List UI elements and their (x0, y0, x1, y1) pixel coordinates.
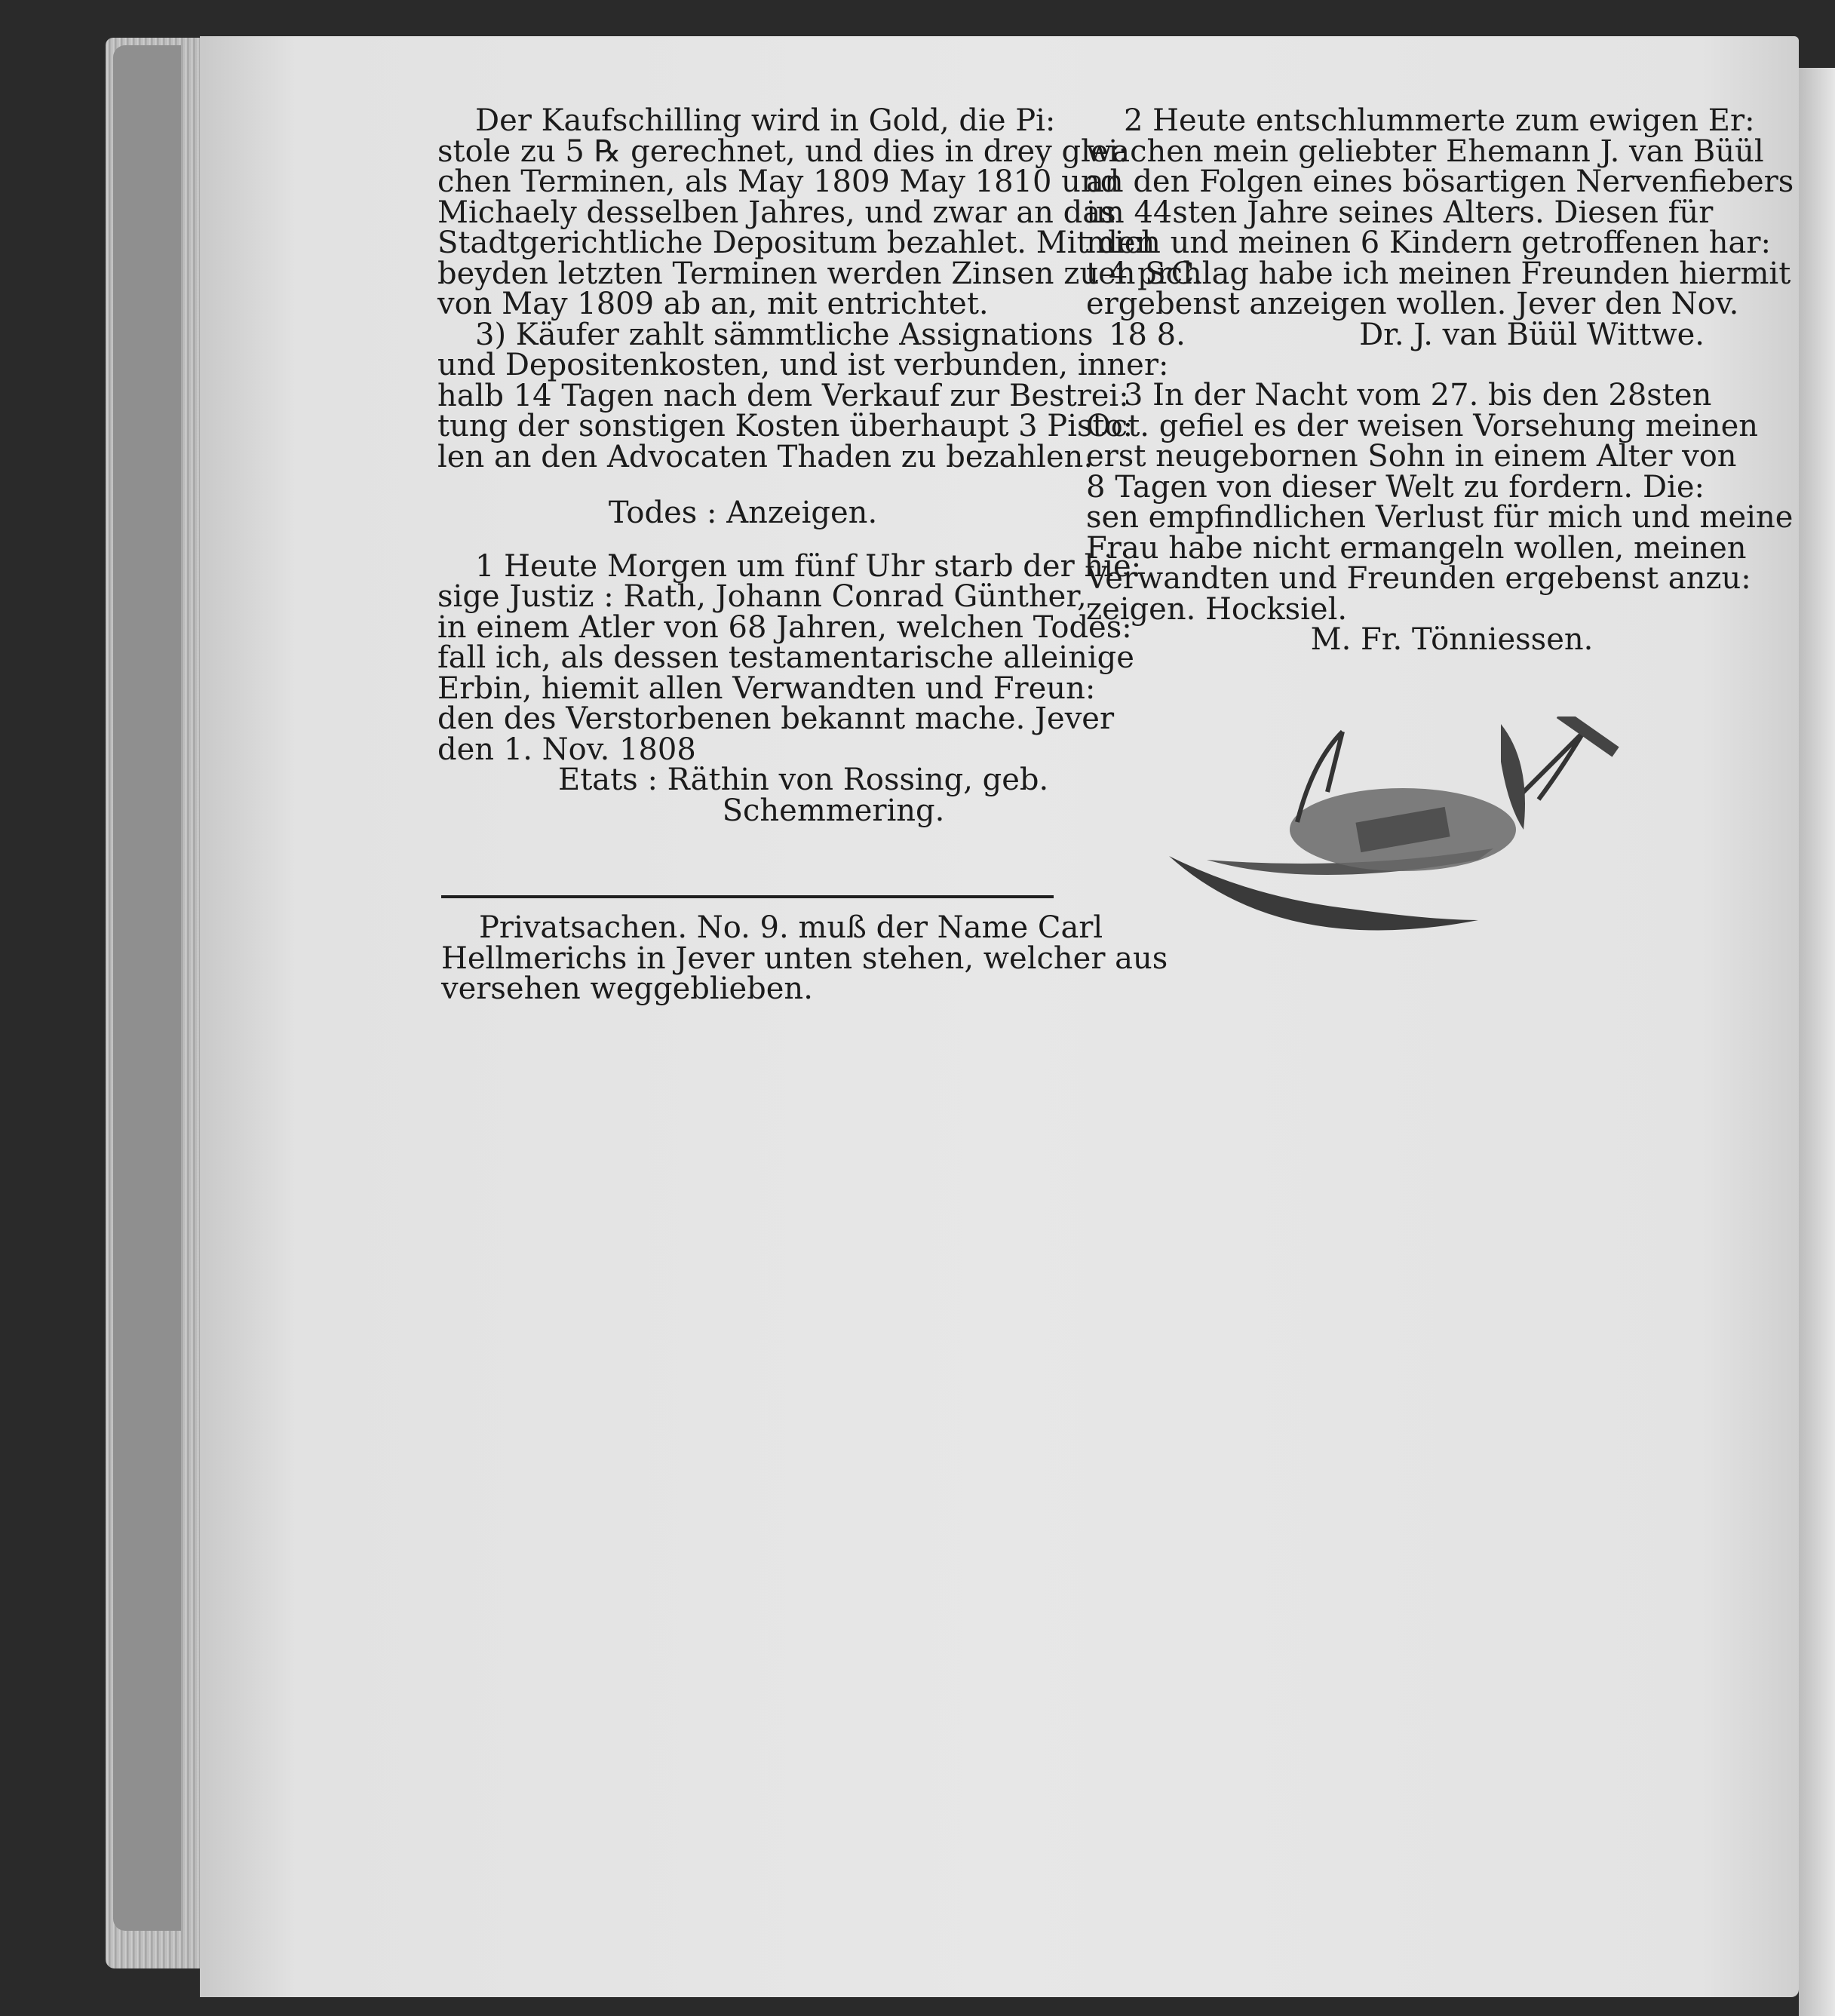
notice-signature: Dr. J. van Büül Wittwe. (1359, 317, 1705, 352)
spacer (1086, 350, 1705, 380)
book-cover-edge (113, 45, 181, 1931)
notice-2-date-signature (1086, 317, 1705, 352)
notice-date: 18 8. (1109, 317, 1186, 352)
private-matters-notice (441, 910, 1168, 1006)
text-line: versehen weggeblieben. (441, 971, 813, 1006)
text-line: Privatsachen. No. 9. muß der Name Carl (479, 910, 1103, 945)
death-notice-2 (1086, 103, 1794, 352)
text-line: tung der sonstigen Kosten überhaupt 3 Pisto: (437, 409, 1134, 443)
text-line: halb 14 Tagen nach dem Verkauf zur Bestrei: (437, 378, 1129, 413)
text-line: 2 Heute entschlummerte zum ewigen Er: (1124, 103, 1755, 138)
text-line: Erbin, hiemit allen Verwandten und Freun: (437, 670, 1096, 706)
death-notice-3 (1086, 378, 1794, 657)
notice-signature-line2: Schemmering. (722, 793, 945, 828)
sale-terms-paragraph (437, 103, 1203, 321)
text-line: 8 Tagen von dieser Welt zu fordern. Die: (1086, 469, 1705, 505)
text-line: beyden letzten Terminen werden Zinsen zu 4 prC. (437, 256, 1203, 291)
text-line: stole zu 5 ℞ gerechnet, und dies in drey glei: (437, 133, 1128, 169)
text-line: wachen mein geliebter Ehemann J. van Büül (1086, 133, 1764, 169)
text-line: Oct. gefiel es der weisen Vorsehung meinen (1086, 408, 1759, 443)
text-line: sen empfindlichen Verlust für mich und meine (1086, 500, 1794, 535)
text-line: erst neugebornen Sohn in einem Alter von (1086, 439, 1737, 474)
text-line: den des Verstorbenen bekannt mache. Jever (437, 701, 1115, 736)
text-line: chen Terminen, als May 1809 May 1810 und (437, 164, 1120, 199)
section-divider (441, 895, 1054, 898)
scythe-wreath-ornament (1161, 716, 1644, 958)
text-line: Verwandten und Freunden ergebenst anzu: (1086, 561, 1751, 596)
text-line: zeigen. Hocksiel. (1086, 591, 1348, 627)
text-line: sige Justiz : Rath, Johann Conrad Günther, (437, 579, 1087, 614)
text-line: 1 Heute Morgen um fünf Uhr starb der hie: (475, 548, 1142, 584)
text-line: fall ich, als dessen testamentarische alleinige (437, 640, 1134, 675)
text-line: Hellmerichs in Jever unten stehen, welcher aus (441, 940, 1168, 976)
text-line: 3 In der Nacht vom 27. bis den 28sten (1124, 378, 1712, 413)
text-line: mich und meinen 6 Kindern getroffenen har: (1086, 226, 1771, 260)
right-branch-icon (1516, 732, 1584, 799)
right-column (1086, 103, 1794, 657)
section-heading-death-notices: Todes : Anzeigen. (608, 496, 878, 530)
text-line: len an den Advocaten Thaden zu bezahlen. (437, 439, 1094, 474)
text-line: Michaely desselben Jahres, und zwar an das (437, 195, 1116, 230)
text-line: im 44sten Jahre seines Alters. Diesen für (1086, 195, 1714, 230)
notice-signature: Etats : Räthin von Rossing, geb. (558, 763, 1049, 797)
next-page-edge (1799, 68, 1835, 2016)
text-line: ten Schlag habe ich meinen Freunden hiermit (1086, 256, 1791, 291)
notice-signature: M. Fr. Tönniessen. (1310, 622, 1594, 657)
text-line: von May 1809 ab an, mit entrichtet. (437, 287, 989, 321)
text-line: Der Kaufschilling wird in Gold, die Pi: (475, 103, 1056, 138)
text-line: an den Folgen eines bösartigen Nervenfiebers (1086, 164, 1794, 199)
text-line: 3) Käufer zahlt sämmtliche Assignations (475, 317, 1094, 352)
death-notice-1 (437, 548, 1142, 828)
text-line: ergebenst anzeigen wollen. Jever den Nov. (1086, 287, 1739, 321)
text-line: Stadtgerichtliche Depositum bezahlet. Mit den (437, 226, 1155, 260)
text-line: Frau habe nicht ermangeln wollen, meinen (1086, 530, 1747, 566)
text-line: den 1. Nov. 1808 (437, 732, 696, 767)
text-line: in einem Atler von 68 Jahren, welchen Todes: (437, 609, 1132, 645)
text-line: und Depositenkosten, und ist verbunden, inner: (437, 348, 1169, 382)
